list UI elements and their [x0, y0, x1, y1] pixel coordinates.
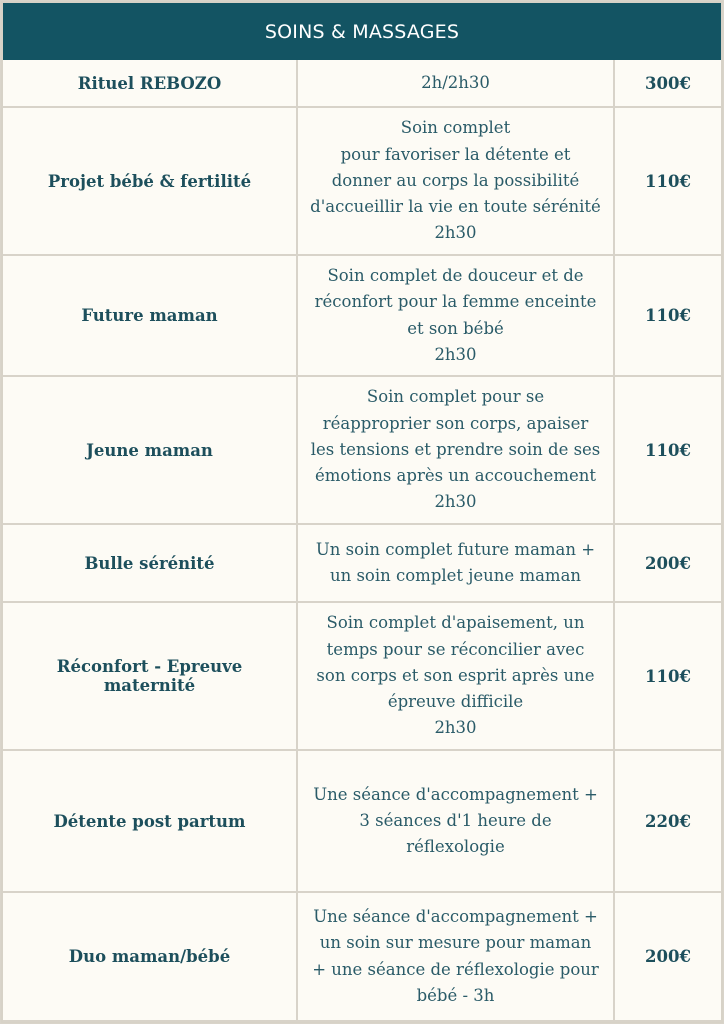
service-description: Soin complet pour se réapproprier son corps, apaiser les tensions et prendre soin de ses émotions après un accouchement 2h30 — [297, 376, 614, 524]
table-row — [3, 524, 721, 602]
service-price: 300€ — [614, 60, 721, 107]
section-header — [3, 3, 721, 60]
table-row — [3, 107, 721, 255]
service-name: Jeune maman — [3, 376, 297, 524]
service-description: Une séance d'accompagnement + 3 séances d'1 heure de réflexologie — [297, 750, 614, 892]
table-row — [3, 255, 721, 376]
service-price: 110€ — [614, 376, 721, 524]
service-name: Projet bébé & fertilité — [3, 107, 297, 255]
service-name: Détente post partum — [3, 750, 297, 892]
table-row — [3, 750, 721, 892]
table-row — [3, 892, 721, 1021]
service-price: 200€ — [614, 892, 721, 1021]
price-list-sheet — [1, 1, 723, 1023]
service-price: 110€ — [614, 107, 721, 255]
services-table — [3, 60, 721, 1022]
service-name: Bulle sérénité — [3, 524, 297, 602]
service-price: 220€ — [614, 750, 721, 892]
service-price: 110€ — [614, 255, 721, 376]
service-description: Une séance d'accompagnement + un soin sur mesure pour maman + une séance de réflexologie pour bébé - 3h — [297, 892, 614, 1021]
service-description: Soin complet pour favoriser la détente et donner au corps la possibilité d'accueillir la vie en toute sérénité 2h30 — [297, 107, 614, 255]
service-price: 200€ — [614, 524, 721, 602]
service-name: Rituel REBOZO — [3, 60, 297, 107]
service-description: 2h/2h30 — [297, 60, 614, 107]
table-row — [3, 60, 721, 107]
table-row — [3, 602, 721, 750]
service-name: Duo maman/bébé — [3, 892, 297, 1021]
service-name: Future maman — [3, 255, 297, 376]
service-description: Soin complet d'apaisement, un temps pour se réconcilier avec son corps et son esprit après une épreuve difficile 2h30 — [297, 602, 614, 750]
table-row — [3, 376, 721, 524]
service-name: Réconfort - Epreuve maternité — [3, 602, 297, 750]
service-description: Soin complet de douceur et de réconfort pour la femme enceinte et son bébé 2h30 — [297, 255, 614, 376]
section-title: SOINS & MASSAGES — [264, 20, 460, 43]
service-description: Un soin complet future maman + un soin complet jeune maman — [297, 524, 614, 602]
service-price: 110€ — [614, 602, 721, 750]
